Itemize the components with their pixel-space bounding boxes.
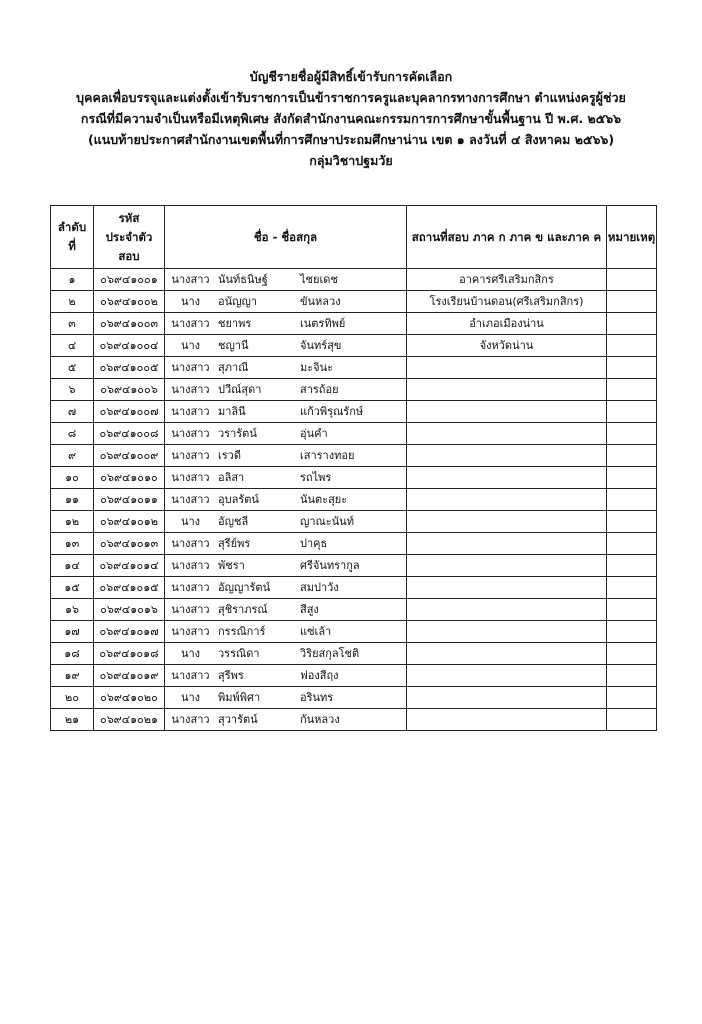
row-exam-venue xyxy=(407,357,607,379)
row-order-number: ๑๓ xyxy=(51,533,94,555)
row-exam-code: ๐๖๙๔๑๐๐๒ xyxy=(94,291,165,313)
name-prefix: นางสาว xyxy=(171,317,210,330)
name-group xyxy=(165,291,406,312)
row-remarks xyxy=(607,313,657,335)
first-name: สุรีพร xyxy=(218,669,244,682)
row-remarks xyxy=(607,357,657,379)
row-full-name xyxy=(165,445,407,467)
last-name: กันหลวง xyxy=(300,713,340,726)
last-name: ขันหลวง xyxy=(300,295,341,308)
first-name: พิมพ์พิศา xyxy=(218,691,261,704)
row-order-number: ๑๐ xyxy=(51,467,94,489)
table-row xyxy=(51,489,657,511)
first-name: สุชิราภรณ์ xyxy=(218,603,268,616)
name-group xyxy=(165,643,406,664)
row-order-number: ๑๗ xyxy=(51,621,94,643)
row-exam-code: ๐๖๙๔๑๐๐๖ xyxy=(94,379,165,401)
row-exam-code: ๐๖๙๔๑๐๐๙ xyxy=(94,445,165,467)
header-full-name: ชื่อ - ชื่อสกุล xyxy=(165,206,407,269)
first-name: ปวีณ์สุดา xyxy=(218,383,262,396)
name-group xyxy=(165,445,406,466)
row-full-name xyxy=(165,379,407,401)
name-group xyxy=(165,357,406,378)
row-exam-venue xyxy=(407,401,607,423)
table-row xyxy=(51,445,657,467)
row-exam-venue: อำเภอเมืองน่าน xyxy=(407,313,607,335)
row-order-number: ๑ xyxy=(51,269,94,291)
header-exam-venue: สถานที่สอบ ภาค ก ภาค ข และภาค ค xyxy=(407,206,607,269)
last-name: แซ่เล้า xyxy=(300,625,332,638)
row-remarks xyxy=(607,511,657,533)
row-exam-code: ๐๖๙๔๑๐๑๗ xyxy=(94,621,165,643)
row-full-name xyxy=(165,489,407,511)
last-name: ไชยเดช xyxy=(300,273,338,286)
table-row xyxy=(51,643,657,665)
table-row xyxy=(51,621,657,643)
last-name: เนตรทิพย์ xyxy=(300,317,346,330)
row-order-number: ๖ xyxy=(51,379,94,401)
row-exam-code: ๐๖๙๔๑๐๑๕ xyxy=(94,577,165,599)
row-order-number: ๗ xyxy=(51,401,94,423)
first-name: อัญชลี xyxy=(218,515,249,528)
row-order-number: ๘ xyxy=(51,423,94,445)
name-group xyxy=(165,599,406,620)
document-reference: (แนบท้ายประกาศสำนักงานเขตพื้นที่การศึกษาประถมศึกษาน่าน เขต ๑ ลงวันที่ ๔ สิงหาคม ๒๕๖๖) xyxy=(87,132,615,147)
row-remarks xyxy=(607,379,657,401)
table-header-row xyxy=(51,206,657,269)
last-name: วิริยสกุลโชติ xyxy=(300,647,360,660)
table-row xyxy=(51,599,657,621)
name-group xyxy=(165,511,406,532)
row-full-name xyxy=(165,687,407,709)
last-name: ศรีจันทรากูล xyxy=(300,559,360,572)
row-full-name xyxy=(165,709,407,731)
first-name: อลิสา xyxy=(218,471,245,484)
row-exam-code: ๐๖๙๔๑๐๑๙ xyxy=(94,665,165,687)
row-exam-venue xyxy=(407,489,607,511)
row-remarks xyxy=(607,445,657,467)
last-name: สารถ้อย xyxy=(300,383,339,396)
row-remarks xyxy=(607,423,657,445)
row-full-name xyxy=(165,599,407,621)
row-order-number: ๙ xyxy=(51,445,94,467)
row-remarks xyxy=(607,709,657,731)
row-exam-venue: จังหวัดน่าน xyxy=(407,335,607,357)
row-full-name xyxy=(165,533,407,555)
row-exam-venue xyxy=(407,577,607,599)
name-prefix: นางสาว xyxy=(171,537,210,550)
table-row xyxy=(51,335,657,357)
first-name: อุบลรัตน์ xyxy=(218,493,259,506)
name-group xyxy=(165,335,406,356)
last-name: นันตะสุยะ xyxy=(300,493,348,506)
row-order-number: ๑๕ xyxy=(51,577,94,599)
row-exam-venue xyxy=(407,709,607,731)
header-exam-code: รหัส ประจำตัว สอบ xyxy=(94,206,165,269)
last-name: ปาคุธ xyxy=(300,537,328,550)
row-exam-venue: โรงเรียนบ้านดอน(ศรีเสริมกสิกร) xyxy=(407,291,607,313)
row-exam-venue xyxy=(407,533,607,555)
row-remarks xyxy=(607,269,657,291)
name-group xyxy=(165,401,406,422)
first-name: เรวดี xyxy=(218,449,241,462)
name-group xyxy=(165,555,406,576)
row-full-name xyxy=(165,269,407,291)
name-prefix: นางสาว xyxy=(171,493,210,506)
first-name: วรรณิดา xyxy=(218,647,260,660)
first-name: ชยาพร xyxy=(218,317,252,330)
name-group xyxy=(165,621,406,642)
name-group xyxy=(165,709,406,730)
row-remarks xyxy=(607,335,657,357)
row-exam-venue xyxy=(407,665,607,687)
row-remarks xyxy=(607,599,657,621)
row-exam-code: ๐๖๙๔๑๐๐๑ xyxy=(94,269,165,291)
row-remarks xyxy=(607,621,657,643)
row-exam-code: ๐๖๙๔๑๐๐๔ xyxy=(94,335,165,357)
row-order-number: ๒ xyxy=(51,291,94,313)
row-exam-venue xyxy=(407,555,607,577)
row-exam-code: ๐๖๙๔๑๐๑๔ xyxy=(94,555,165,577)
first-name: ชญานี xyxy=(218,339,249,352)
name-group xyxy=(165,665,406,686)
row-remarks xyxy=(607,489,657,511)
document-header xyxy=(40,66,662,171)
document-subtitle-case: กรณีที่มีความจำเป็นหรือมีเหตุพิเศษ สังกัดสำนักงานคณะกรรมการการศึกษาขั้นพื้นฐาน ปี พ.ศ. ๒๕๖๖ xyxy=(80,111,622,126)
name-prefix: นางสาว xyxy=(171,427,210,440)
first-name: มาลินี xyxy=(218,405,246,418)
name-group xyxy=(165,313,406,334)
last-name: สมปาวัง xyxy=(300,581,339,594)
first-name: วรารัตน์ xyxy=(218,427,257,440)
name-prefix: นาง xyxy=(180,295,201,308)
table-body xyxy=(51,269,657,731)
row-remarks xyxy=(607,687,657,709)
table-row xyxy=(51,313,657,335)
row-exam-code: ๐๖๙๔๑๐๑๐ xyxy=(94,467,165,489)
row-exam-code: ๐๖๙๔๑๐๐๕ xyxy=(94,357,165,379)
last-name: รถไพร xyxy=(300,471,332,484)
row-exam-code: ๐๖๙๔๑๐๑๘ xyxy=(94,643,165,665)
name-group xyxy=(165,379,406,400)
candidate-table-container xyxy=(50,205,656,731)
last-name: มะจินะ xyxy=(300,361,334,374)
row-exam-code: ๐๖๙๔๑๐๒๑ xyxy=(94,709,165,731)
row-order-number: ๑๘ xyxy=(51,643,94,665)
table-row xyxy=(51,577,657,599)
row-remarks xyxy=(607,665,657,687)
name-prefix: นางสาว xyxy=(171,405,210,418)
row-exam-venue xyxy=(407,687,607,709)
name-prefix: นางสาว xyxy=(171,625,210,638)
row-exam-code: ๐๖๙๔๑๐๑๒ xyxy=(94,511,165,533)
row-remarks xyxy=(607,533,657,555)
first-name: กรรณิการ์ xyxy=(218,625,266,638)
row-order-number: ๒๐ xyxy=(51,687,94,709)
row-full-name xyxy=(165,621,407,643)
row-order-number: ๒๑ xyxy=(51,709,94,731)
name-group xyxy=(165,423,406,444)
table-row xyxy=(51,709,657,731)
row-exam-venue: อาคารศรีเสริมกสิกร xyxy=(407,269,607,291)
last-name: อรินทร xyxy=(300,691,334,704)
name-prefix: นางสาว xyxy=(171,361,210,374)
name-prefix: นาง xyxy=(180,515,201,528)
table-row xyxy=(51,555,657,577)
header-remarks: หมายเหตุ xyxy=(607,206,657,269)
row-full-name xyxy=(165,401,407,423)
row-full-name xyxy=(165,577,407,599)
subject-group: กลุ่มวิชาปฐมวัย xyxy=(309,153,393,168)
last-name: ฟองสีฤง xyxy=(300,669,339,682)
last-name: สีสูง xyxy=(300,603,319,616)
first-name: อัญญารัตน์ xyxy=(218,581,271,594)
last-name: แก้วพิรุณรักษ์ xyxy=(300,405,364,418)
row-remarks xyxy=(607,467,657,489)
name-prefix: นางสาว xyxy=(171,449,210,462)
row-full-name xyxy=(165,335,407,357)
name-group xyxy=(165,577,406,598)
row-full-name xyxy=(165,511,407,533)
table-row xyxy=(51,423,657,445)
row-exam-venue xyxy=(407,379,607,401)
row-exam-code: ๐๖๙๔๑๐๒๐ xyxy=(94,687,165,709)
name-group xyxy=(165,489,406,510)
row-exam-code: ๐๖๙๔๑๐๑๓ xyxy=(94,533,165,555)
row-full-name xyxy=(165,555,407,577)
name-group xyxy=(165,533,406,554)
row-order-number: ๕ xyxy=(51,357,94,379)
name-prefix: นางสาว xyxy=(171,603,210,616)
row-remarks xyxy=(607,291,657,313)
name-prefix: นางสาว xyxy=(171,559,210,572)
row-full-name xyxy=(165,665,407,687)
first-name: อนัญญา xyxy=(218,295,258,308)
row-remarks xyxy=(607,643,657,665)
last-name: อุ่นคำ xyxy=(300,427,328,440)
row-exam-code: ๐๖๙๔๑๐๑๖ xyxy=(94,599,165,621)
row-full-name xyxy=(165,467,407,489)
name-prefix: นาง xyxy=(180,647,201,660)
row-full-name xyxy=(165,357,407,379)
candidate-table xyxy=(50,205,657,731)
document-title: บัญชีรายชื่อผู้มีสิทธิ์เข้ารับการคัดเลือก xyxy=(249,69,453,84)
table-row xyxy=(51,269,657,291)
row-order-number: ๑๑ xyxy=(51,489,94,511)
table-row xyxy=(51,533,657,555)
row-exam-venue xyxy=(407,643,607,665)
row-exam-code: ๐๖๙๔๑๐๐๓ xyxy=(94,313,165,335)
row-exam-code: ๐๖๙๔๑๐๐๗ xyxy=(94,401,165,423)
name-group xyxy=(165,687,406,708)
table-row xyxy=(51,401,657,423)
row-order-number: ๔ xyxy=(51,335,94,357)
row-full-name xyxy=(165,313,407,335)
row-full-name xyxy=(165,643,407,665)
last-name: เสารางทอย xyxy=(300,449,355,462)
row-exam-venue xyxy=(407,467,607,489)
row-remarks xyxy=(607,555,657,577)
table-row xyxy=(51,467,657,489)
row-exam-code: ๐๖๙๔๑๐๑๑ xyxy=(94,489,165,511)
name-prefix: นางสาว xyxy=(171,273,210,286)
table-row xyxy=(51,357,657,379)
row-remarks xyxy=(607,401,657,423)
name-prefix: นางสาว xyxy=(171,471,210,484)
last-name: จันทร์สุข xyxy=(300,339,342,352)
first-name: สุรีย์พร xyxy=(218,537,251,550)
name-prefix: นาง xyxy=(180,691,201,704)
table-row xyxy=(51,511,657,533)
name-prefix: นางสาว xyxy=(171,713,210,726)
row-order-number: ๑๙ xyxy=(51,665,94,687)
table-row xyxy=(51,665,657,687)
row-order-number: ๓ xyxy=(51,313,94,335)
name-group xyxy=(165,269,406,290)
row-exam-code: ๐๖๙๔๑๐๐๘ xyxy=(94,423,165,445)
name-prefix: นางสาว xyxy=(171,383,210,396)
first-name: สุภาณี xyxy=(218,361,249,374)
name-prefix: นางสาว xyxy=(171,669,210,682)
table-row xyxy=(51,291,657,313)
row-order-number: ๑๒ xyxy=(51,511,94,533)
row-exam-venue xyxy=(407,423,607,445)
row-exam-venue xyxy=(407,511,607,533)
row-order-number: ๑๔ xyxy=(51,555,94,577)
table-row xyxy=(51,687,657,709)
row-exam-venue xyxy=(407,621,607,643)
row-remarks xyxy=(607,577,657,599)
first-name: พัชรา xyxy=(218,559,245,572)
row-order-number: ๑๖ xyxy=(51,599,94,621)
header-order-number: ลำดับ ที่ xyxy=(51,206,94,269)
first-name: สุวารัตน์ xyxy=(218,713,258,726)
name-prefix: นางสาว xyxy=(171,581,210,594)
first-name: นันท์ธนิษฐ์ xyxy=(218,273,268,286)
document-subtitle-position: บุคคลเพื่อบรรจุและแต่งตั้งเข้ารับราชการเป็นข้าราชการครูและบุคลากรทางการศึกษา ตำแหน่งครูผู้ช่วย xyxy=(76,90,626,105)
table-row xyxy=(51,379,657,401)
last-name: ญาณะนันท์ xyxy=(300,515,354,528)
name-prefix: นาง xyxy=(180,339,201,352)
row-full-name xyxy=(165,423,407,445)
row-exam-venue xyxy=(407,599,607,621)
name-group xyxy=(165,467,406,488)
row-exam-venue xyxy=(407,445,607,467)
row-full-name xyxy=(165,291,407,313)
